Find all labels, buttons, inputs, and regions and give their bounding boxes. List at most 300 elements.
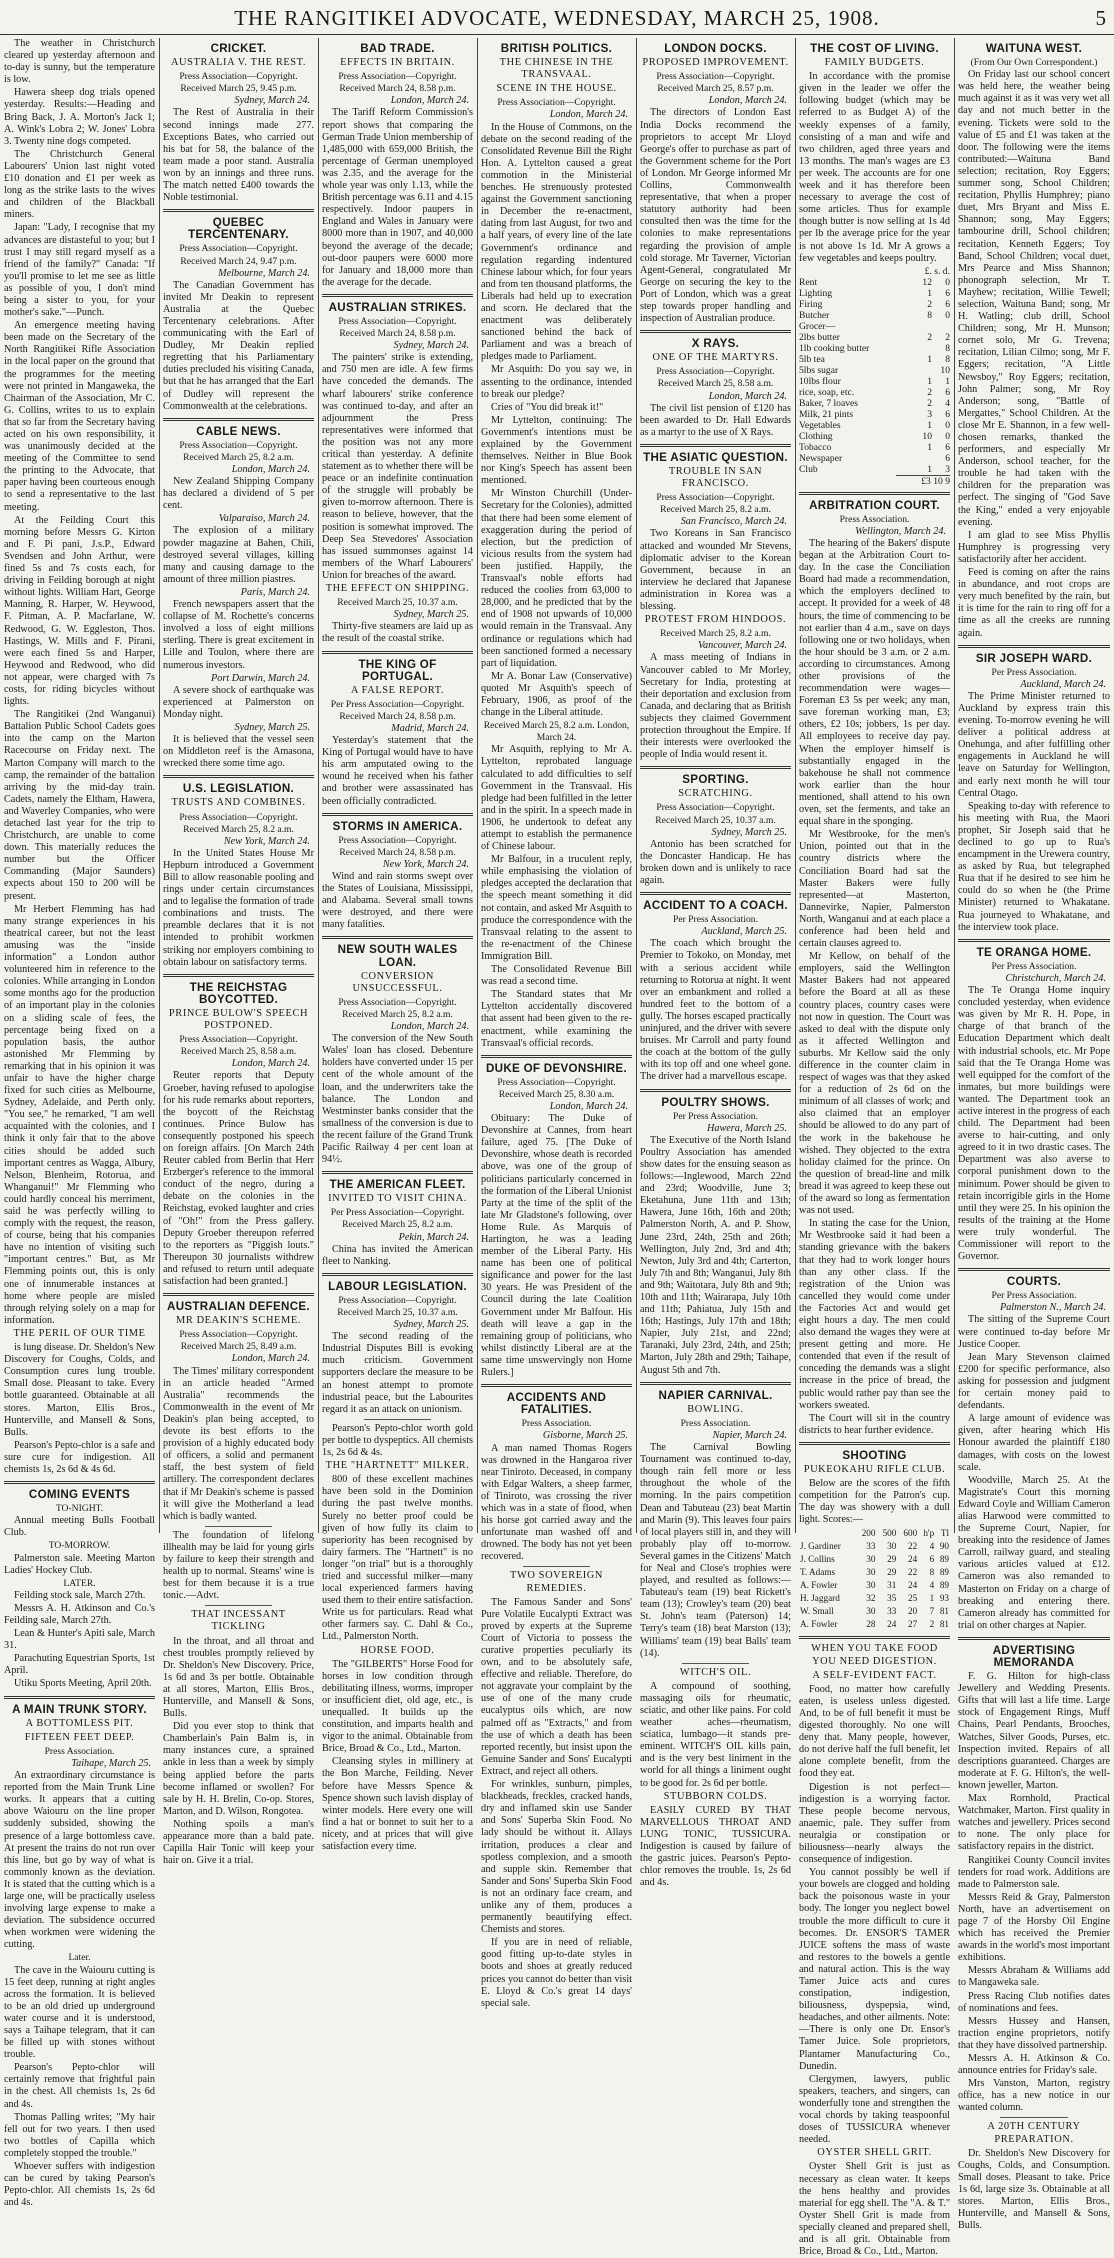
dateline: Gisborne, March 25. bbox=[542, 1430, 628, 1442]
dateline: Vancouver, March 24. bbox=[697, 640, 787, 652]
budget-rows bbox=[799, 277, 950, 476]
ad-paragraph: Whoever suffers with indigestion can be cured by taking Pearson's Pepto-chlor. All chemists 1s, 2s 6d and 4s. bbox=[4, 2161, 155, 2209]
article-paragraph: Mr Westbrooke, for the men's Union, pointed out that in the country districts where the Conciliation Board had sat the Master Bakers were fully represented—at Masterton, Dannevirke, Napier, Palmerston North, Wanganui and at each place a conference had been held and certain clauses agreed to. bbox=[799, 829, 950, 950]
dateline: New York, March 24. bbox=[223, 835, 310, 847]
received-line: Received March 25, 10.37 a.m. bbox=[655, 814, 776, 826]
competitor-name: W. Small bbox=[800, 1606, 834, 1617]
dateline: Auckland, March 25. bbox=[701, 926, 787, 938]
score-cell: 1 bbox=[929, 1593, 935, 1604]
received-line: Received March 25, 8.2 a.m. bbox=[342, 1008, 453, 1020]
budget-pence: 8 bbox=[945, 342, 950, 354]
trunk-subheading: FIFTEEN FEET DEEP. bbox=[24, 1731, 135, 1743]
ad-paragraph: Did you ever stop to think that Chamberlain's Pain Balm is, in many instances cure, a sprained ankle in less than a week by simply being applied before the parts become inflamed or swollen? For sale by H. H. Brelin, Co-op. Stores, Marton, and D. Wilson, Rongotea. bbox=[163, 1721, 314, 1817]
coach-heading: ACCIDENT TO A COACH. bbox=[643, 899, 788, 913]
divider bbox=[322, 813, 473, 816]
budget-pence: 6 bbox=[945, 408, 950, 420]
budget-row bbox=[799, 409, 950, 420]
napier-heading: NAPIER CARNIVAL. bbox=[658, 1388, 773, 1402]
dateline: London, March 24. bbox=[231, 1353, 310, 1365]
divider bbox=[958, 1637, 1110, 1640]
dateline: Wellington, March 24. bbox=[855, 525, 946, 537]
competitor-name: J. Gardiner bbox=[800, 1541, 841, 1552]
received-line: Received March 25, 8.2 a.m. bbox=[342, 1219, 453, 1231]
us-heading: U.S. LEGISLATION. bbox=[182, 782, 295, 796]
article-paragraph: Obituary: The Duke of Devonshire at Cannes, from heart failure, aged 75. [The Duke of Devonshire, whose death is recorded above, was one of the group of politicians particularly concerned in the formation of the Liberal Unionist Party at the time of the split of the late Mr Gladstone's following, over Home Rule. As Marquis of Hartington, he was a leading member of the Liberal Party. His name has been one of political significance and power for the last 30 years. He was President of the Council during the late Coalition Government under Mr Balfour. His death will leave a gap in the remaining group of politicians, who whilst distinctly Liberal are at the same time unswervingly non Home Rulers.] bbox=[481, 1113, 632, 1379]
score-cell: 8 bbox=[929, 1567, 935, 1578]
defence-subheading: MR DEAKIN'S SCHEME. bbox=[176, 1315, 301, 1327]
score-cell: 4 bbox=[929, 1580, 935, 1591]
divider bbox=[799, 1636, 950, 1639]
budget-item: Vegetables bbox=[799, 419, 841, 431]
article-paragraph: It is believed that the vessel seen on Middleton reef is the Amasona, wrecked there some time ago. bbox=[163, 734, 314, 770]
budget-pence: 0 bbox=[945, 419, 950, 431]
received-line: Received March 25, 8.2 a.m. bbox=[183, 451, 294, 463]
budget-pounds bbox=[896, 409, 914, 420]
local-paragraph: Japan: "Lady, I recognise that my advances are distasteful to you; but I trust I may still regard myself as a friend of the family?" Canada: "If you'll promise to let me see as little as possible of you, I don't mind being a sister to you, for your mother's sake."—Punch. bbox=[4, 222, 155, 319]
masthead bbox=[0, 0, 1114, 35]
docks-heading: LONDON DOCKS. bbox=[664, 42, 767, 55]
ad-paragraph: Mrs Vanston, Marton, registry office, has a new notice in our wanted column. bbox=[958, 2078, 1110, 2114]
divider bbox=[163, 1293, 314, 1296]
devonshire-heading: DUKE OF DEVONSHIRE. bbox=[486, 1061, 627, 1075]
portugal-subheading: A FALSE REPORT. bbox=[350, 684, 445, 696]
score-cell: 93 bbox=[939, 1593, 949, 1604]
local-paragraph: The Rangitikei (2nd Wanganui) Battalion Public School Cadets goes into the camp on the Marton Racecourse on Friday next. The Marton Company will march to the camp, the remainder of the battalion arriving by the mid-day train. Cadets, namely the Eltham, Hawera, and Waverley Companies, who were detached last year for the trip to Christchurch, are unable to come down. This materially reduces the number but the Officer Commanding (Major Saunders) expects about 150 to 200 will be present. bbox=[4, 709, 155, 902]
ad-paragraph: 800 of these excellent machines have been sold in the Dominion during the past twelve months. Surely no better proof could be given of how fully its claim to superiority has been recognised by dairy farmers. The "Hartnett" is no longer "on trial" but is a thoroughly tried and successful milker—many local experienced farmers having used them to their entire satisfaction. Write us for particulars. Read what other farmers say. C. Dahl & Co., Ltd., Palmerston North. bbox=[322, 1474, 473, 1643]
score-cell: 29 bbox=[887, 1554, 897, 1565]
divider bbox=[481, 1055, 632, 1058]
ad-paragraph: You cannot possibly be well if your bowels are clogged and holding back the poisonous waste in your body. The longer you neglect bowel trouble the more difficult to cure it becomes. Dr. ENSOR'S TAMER JUICE softens the mass of waste and restores to the bowels a gentle and natural action. This is the way Tamer Juice acts and cures constipation, indigestion, biliousness, dyspepsia, wind, headaches, and other ailments. Note:—There is only one Dr. Ensor's Tamer Juice. Sole proprietors, Plantamer Manufacturing Co., Dunedin. bbox=[799, 1867, 950, 2072]
article-paragraph: The Te Oranga Home inquiry concluded yesterday, when evidence was given by Mr R. H. Pope, in charge of that branch of the Education Department which dealt with industrial schools, etc. Mr Pope said that the Te Oranga Home was well equipped for the comfort of the inmates, but more buildings were wanted. The Department took an active interest in the progress of each child. The Department had been averse to hair-cutting, and only agreed to it in two drastic cases. The Department was also averse to corporal punishment down to the minimum. Power should be given to retain incorrigible girls in the Home until they were 25. In his opinion the results of the training at the Home were truly wonderful. The Commissioner will report to the Governor. bbox=[958, 985, 1110, 1263]
budget-pence: 4 bbox=[945, 397, 950, 409]
received-line: Received March 24, 8.58 p.m. bbox=[339, 83, 456, 95]
press-association: Press Association—Copyright. bbox=[338, 834, 457, 846]
dateline: Sydney, March 25. bbox=[393, 1319, 469, 1331]
local-paragraph: The Christchurch General Labourers' Union last night voted £10 donation and £1 per week as long as the strike lasts to the wives and children of the Blackball miners. bbox=[4, 148, 155, 221]
received-line: Received March 25, 10.37 a.m. bbox=[337, 597, 458, 609]
sporting-heading: SPORTING. bbox=[682, 773, 749, 787]
bad-trade-subheading: EFFECTS IN BRITAIN. bbox=[340, 57, 455, 69]
press-association: Press Association. bbox=[521, 1418, 592, 1430]
cable-heading: CABLE NEWS. bbox=[196, 424, 281, 438]
page-number: 5 bbox=[1095, 6, 1106, 30]
article-paragraph: On Friday last our school concert was held here, the weather being much against it as it was very wet all day and not much better in the evening. Tickets were sold to the value of £5 and £1 was taken at the door. The following were the items contributed:—Waituna Band selection; recitation, Roy Eggers; summer song, School Children; recitation, Phyllis Humphrey; piano duet, Mrs Bryant and Miss E. Shannon; song, May Eggers; tambourine drill, School children; recitation, Kenneth Eggers; Toy Band, School Children; vocal duet, Mrs Pearce and Miss Shannon; phonograph selection, Mr T. Mayhew; recitation, Willie Tewell; selection, Waituna Band; song, Mr H. Watling; club drill, School Children; song, Mr H. Munson; cornet solo, Mr G. Trevena; recitation, Lilian Cilmo; song, Mr F. Eggers; recitation, "A Little Newsboy," Roy Eggers; recitation, John Palmer; song, Mr Roy Anderson; song, "Battle of Mergattes," School Children. At the close Mr E. Shannon, in a few well-chosen remarks, thanked the performers, and especially Mr Anderson, school teacher, for the trouble he had taken with the children for the preparation was perfect. The singing of "God Save the King," ended a very enjoyable evening. bbox=[958, 69, 1110, 528]
press-association: Press Association—Copyright. bbox=[179, 1034, 298, 1046]
scores-column-header: 500 bbox=[882, 1528, 897, 1539]
budget-row bbox=[799, 343, 950, 354]
ad-paragraph: Max Rornhold, Practical Watchmaker, Marton. First quality in watches and jewellery. Prices second to none. The only place for satisfactory repairs in the district. bbox=[958, 1793, 1110, 1853]
labour-heading: LABOUR LEGISLATION. bbox=[328, 1279, 467, 1293]
oyster-heading: OYSTER SHELL GRIT. bbox=[817, 2147, 932, 2159]
budget-row bbox=[799, 398, 950, 409]
article-paragraph: The Consolidated Revenue Bill was read a second time. bbox=[481, 964, 632, 988]
budget-row bbox=[799, 442, 950, 453]
dateline: London, March 24. bbox=[231, 464, 310, 475]
budget-pence: 0 bbox=[945, 276, 950, 288]
quebec-heading: QUEBEC TERCENTENARY. bbox=[188, 216, 289, 242]
ad-paragraph: Pearson's Pepto-chlor will certainly remove that frightful pain in the chest. All chemists 1s, 2s 6d and 4s. bbox=[4, 2062, 155, 2110]
ad-heading: STUBBORN COLDS. bbox=[663, 1790, 768, 1802]
competitor-name: H. Jaggard bbox=[800, 1593, 840, 1604]
budget-pounds bbox=[896, 299, 914, 310]
xrays-heading: X RAYS. bbox=[691, 337, 740, 351]
article-paragraph: Mr Winston Churchill (Under-Secretary for the Colonies), admitted that there had been some element of exaggeration during the period of election, but the prediction of vicious results from the system had been justified. Happily, the Transvaal's noble efforts had reduced the coolies from 63,000 to 28,000, and he predicted that by the end of 1908 not upwards of 10,000 would remain in the Transvaal. Any ordinance or regulations which had been sanctioned formed a necessary part of liquidation. bbox=[481, 488, 632, 669]
article-paragraph: Below are the scores of the fifth competition for the Patron's cup. The day was showery with a dull light. Scores:— bbox=[799, 1478, 950, 1526]
score-cell: 30 bbox=[866, 1554, 876, 1565]
te-oranga-heading: TE ORANGA HOME. bbox=[976, 945, 1092, 959]
article-paragraph: A large amount of evidence was given, after hearing which His Honour awarded the plaintiff £180 damages, with costs on the lowest scale. bbox=[958, 1413, 1110, 1473]
budget-shillings: 12 bbox=[922, 276, 932, 288]
defence-heading: AUSTRALIAN DEFENCE. bbox=[167, 1300, 310, 1314]
budget-pounds bbox=[896, 332, 914, 343]
divider bbox=[640, 892, 791, 895]
nsw-loan-subheading: CONVERSION UNSUCCESSFUL. bbox=[352, 970, 443, 994]
budget-pounds bbox=[896, 442, 914, 453]
divider bbox=[205, 1605, 273, 1606]
budget-pence: 0 bbox=[945, 309, 950, 321]
press-association: Press Association—Copyright. bbox=[338, 996, 457, 1008]
budget-pence: 6 bbox=[945, 298, 950, 310]
budget-pounds bbox=[896, 310, 914, 321]
article-paragraph: Cries of "You did break it!" bbox=[491, 401, 604, 413]
article-paragraph: Mr Asquith: Do you say we, in assenting to the ordinance, intended to break our pledge? bbox=[481, 364, 632, 400]
article-paragraph: I am glad to see Miss Phyllis Humphrey is progressing very satisfactorily after her accident. bbox=[958, 529, 1110, 565]
divider bbox=[322, 1171, 473, 1174]
score-cell: 31 bbox=[887, 1580, 897, 1591]
correspondent-line: (From Our Own Correspondent.) bbox=[970, 57, 1098, 69]
column-rule bbox=[159, 38, 160, 1533]
budget-pence: 6 bbox=[945, 452, 950, 464]
asiatic-heading: THE ASIATIC QUESTION. bbox=[643, 450, 788, 464]
budget-item: Rent bbox=[799, 276, 818, 288]
cost-of-living-heading: THE COST OF LIVING. bbox=[810, 42, 939, 55]
local-paragraph: An emergence meeting having been made on the Secretary of the North Rangitikei Rifle Association in the local paper on the ground that the programmes for the meeting were not printed in Mangaweka, the Chairman of the Association, Mr C. G. Collins, writes to us to explain that so far from the Secretary having acted on his own responsibility, it was unanimously decided at the meeting of the Committee to send the printing to the Advocate, that paper having been courteous enough to send a representative to the last meeting. bbox=[4, 320, 155, 513]
scores-table bbox=[799, 1527, 950, 1631]
article-paragraph: The hearing of the Bakers' dispute began at the Arbitration Court to-day. In the case the Conciliation Board had made a recommendation, which the employers declined to accept. It provided for a week of 48 hours, the time of commencing to be not earlier than 4 a.m., save on days following one or two holidays, when the hour should be 3 a.m. or 2 a.m. according to circumstances. Among other provisions of the recommendation were wages—Foreman £3 5s per week; any man, save foreman working man, £3; others, £2 10s; jobbers, 1s per day. All employees to receive day pay. When the employer himself is substantially engaged in the bakehouse he shall not commence work earlier than the hour mentioned, shall attend to his own oven, set the ferments, and take an equal share in the sponging. bbox=[799, 537, 950, 828]
column-rule bbox=[318, 38, 319, 1533]
divider bbox=[640, 1382, 791, 1385]
ad-paragraph: Messrs Reid & Gray, Palmerston North, have an advertisement on page 7 of the Horsby Oil Engine which has received the Premier awards in the world's most important exhibitions. bbox=[958, 1891, 1110, 1964]
dateline: Napier, March 24. bbox=[712, 1429, 787, 1441]
portugal-heading: THE KING OF PORTUGAL. bbox=[358, 657, 437, 683]
received-line: Received March 25, 8.2 a.m. London, March 24. bbox=[483, 720, 630, 744]
budget-item: 10lbs flour bbox=[799, 375, 841, 387]
received-line: Received March 25, 8.2 a.m. bbox=[660, 504, 771, 516]
divider bbox=[322, 936, 473, 939]
divider bbox=[640, 766, 791, 769]
peril-ad: is lung disease. Dr. Sheldon's New Discovery for Coughs, Colds, and Consumption cures lung trouble. Small dose. Pleasant to take. Every bottle guaranteed. Obtainable at all stores. Marton, Ellis Bros., Hunterville, and Mansell & Sons, Bulls. bbox=[4, 1342, 155, 1438]
divider bbox=[163, 209, 314, 212]
press-association: Press Association—Copyright. bbox=[179, 243, 298, 255]
received-line: Received March 24, 8.58 p.m. bbox=[339, 710, 456, 722]
food-heading: WHEN YOU TAKE FOOD YOU NEED DIGESTION. bbox=[811, 1643, 938, 1667]
divider bbox=[163, 418, 314, 421]
article-paragraph: The explosion of a military powder magazine at Bahen, Chili, destroyed several villages, killing many and causing damage to the amount of three million piastres. bbox=[163, 525, 314, 585]
food-subheading: A SELF-EVIDENT FACT. bbox=[812, 1669, 937, 1681]
dateline: London, March 24. bbox=[708, 390, 787, 402]
score-cell: 81 bbox=[939, 1606, 949, 1617]
article-paragraph: The painters' strike is extending, and 750 men are idle. A few firms have conceded the demands. The wharf labourers' strike conference was continued to-day, and after an adjournment the Press representatives were informed that the position was not any more critical than yesterday. A definite statement as to whether there will be peace or an indefinite continuation of the struggle will probably be given to-morrow afternoon. There is reason to believe, however, that the position is somewhat improved. The Deep Sea Stevedores' Association has issued summonses against 14 members of the Wharf Labourers' Union for breaches of the award. bbox=[322, 352, 473, 581]
article-paragraph: A man named Thomas Rogers was drowned in the Hangaroa river near Tiniroto. Deceased, in company with Edgar Walters, a sheep farmer, of Tiniroto, was crossing the river which was in a state of flood, when his horse got carried away and the unfortunate man washed off and drowned. The body has not yet been recovered. bbox=[481, 1442, 632, 1563]
received-line: Received March 25, 8.58 a.m. bbox=[657, 378, 774, 390]
scores-rows bbox=[799, 1540, 950, 1631]
budget-row bbox=[799, 464, 950, 476]
asiatic-subheading: TROUBLE IN SAN FRANCISCO. bbox=[668, 466, 763, 490]
budget-item: Butcher bbox=[799, 309, 830, 321]
dateline: Valparaiso, March 24. bbox=[218, 513, 310, 525]
later-item: Parachuting Equestrian Sports, 1st April. bbox=[4, 1653, 155, 1677]
budget-pence: 3 bbox=[945, 463, 950, 475]
divider bbox=[163, 974, 314, 977]
budget-row bbox=[799, 453, 950, 464]
column-2 bbox=[163, 38, 314, 1867]
competitor-name: A. Fowler bbox=[800, 1619, 838, 1630]
advertising-heading: ADVERTISING MEMORANDA bbox=[992, 1643, 1076, 1669]
tonight-heading: TO-NIGHT. bbox=[55, 1503, 104, 1515]
column-7 bbox=[958, 38, 1110, 2232]
budget-shillings: 1 bbox=[927, 441, 932, 453]
ad-paragraph: Food, no matter how carefully eaten, is useless unless digested. And, to be of full benefit it must be digested thoroughly. No one will deny that. Many people, however, do not derive half the full benefit, let alone complete benefit, from the food they eat. bbox=[799, 1683, 950, 1780]
received-line: Received March 24, 8.58 p.m. bbox=[339, 328, 456, 340]
scores-row bbox=[799, 1579, 950, 1592]
dateline: Sydney, March 25. bbox=[234, 721, 310, 733]
strikes-heading: AUSTRALIAN STRIKES. bbox=[328, 300, 467, 314]
ad-paragraph: Messrs A. H. Atkinson & Co. announce entries for Friday's sale. bbox=[958, 2053, 1110, 2077]
budget-pence: 6 bbox=[945, 386, 950, 398]
budget-pence: 6 bbox=[945, 441, 950, 453]
budget-item: Milk, 21 pints bbox=[799, 408, 854, 420]
budget-shillings bbox=[914, 321, 932, 332]
scores-row bbox=[799, 1618, 950, 1631]
received-line: Received March 25, 8.2 a.m. bbox=[183, 823, 294, 835]
score-cell: 81 bbox=[939, 1619, 949, 1630]
press-association: Per Press Association. bbox=[991, 1290, 1077, 1302]
ad-heading: TWO SOVEREIGN REMEDIES. bbox=[510, 1570, 603, 1594]
ward-heading: SIR JOSEPH WARD. bbox=[975, 651, 1093, 665]
ad-paragraph: Messrs Hussey and Hansen, traction engine proprietors, notify that they have dissolved partnership. bbox=[958, 2015, 1110, 2051]
dateline: Port Darwin, March 24. bbox=[211, 672, 310, 684]
budget-row bbox=[799, 431, 950, 442]
ad-paragraph: In the throat, and all throat and chest troubles promptly relieved by Dr. Sheldon's New Discovery. Price, 1s 6d and 3s per bottle. Obtainable at all stores, Marton, Ellis Bros., Hunterville, and Mansell & Sons, Bulls. bbox=[163, 1635, 314, 1720]
press-association: Per Press Association—Copyright. bbox=[330, 698, 465, 710]
article-paragraph: Mr Lyttelton, continuing: The Government's intentions must be explained by the Government themselves. Neither in Blue Book nor King's Speech has assent been mentioned. bbox=[481, 414, 632, 487]
ad-paragraph: A compound of soothing, massaging oils for rheumatic, sciatic, and other like pains. For cold weather aches—rheumatism, sciatica, lumbago—it stands pre-eminent. WITCH'S OIL kills pain, and is the very best liniment in the world for all things a liniment ought to be good for. 2s 6d per bottle. bbox=[640, 1680, 791, 1789]
budget-header-row bbox=[799, 266, 950, 277]
article-paragraph: French newspapers assert that the collapse of M. Rochette's concerns involved a loss of eight millions sterling. There is great excitement in Lille and Toulon, where there are numerous investors. bbox=[163, 599, 314, 671]
column-1 bbox=[4, 38, 155, 2209]
budget-pounds bbox=[896, 354, 914, 365]
article-paragraph: In stating the case for the Union, Mr Westbrooke said it had been a standing grievance with the bakers that they had to work longer hours than any other class. If the registration of the Union was cancelled they would come under the Factories Act and would get eight hours a day. The men could also demand the wages they were at present getting and more. He contended that even if the result of conceding the demands was a slight increase in the price of bread, the public would rather pay than see the workers sweated. bbox=[799, 1218, 950, 1411]
ad-heading: THE "HARTNETT" MILKER. bbox=[325, 1460, 470, 1472]
local-paragraph: Hawera sheep dog trials opened yesterday. Results:—Heading and Bring Back, J. A. Morton's Jack 1; A. Wink's Lobra 2; W. Jones' Lobra 3. Twenty nine dogs competed. bbox=[4, 87, 155, 147]
column-3 bbox=[322, 38, 473, 1853]
score-cell: 6 bbox=[929, 1554, 935, 1565]
budget-shillings bbox=[914, 343, 932, 354]
budget-shillings: 3 bbox=[927, 408, 932, 420]
divider bbox=[799, 1442, 950, 1445]
fleet-heading: THE AMERICAN FLEET. bbox=[329, 1178, 466, 1192]
article-paragraph: The Times' military correspondent in an article headed "Armed Australia" recommends the Commonwealth in the event of Mr Deakin's plan being accepted, to devote its best efforts to the provision of a highly educated body of officers, a solid and permanent staff, the best system of field artillery. The correspondent declares that if Mr Deakin's scheme is passed it will give the Motherland a lead which is badly wanted. bbox=[163, 1365, 314, 1522]
budget-pounds bbox=[896, 464, 914, 476]
budget-row bbox=[799, 376, 950, 387]
cost-of-living-subheading: FAMILY BUDGETS. bbox=[824, 57, 925, 69]
score-cell: 30 bbox=[866, 1580, 876, 1591]
column-rule bbox=[636, 38, 637, 1533]
budget-pounds bbox=[896, 343, 914, 354]
budget-item: Baker, 7 loaves bbox=[799, 397, 859, 409]
press-association: Press Association—Copyright. bbox=[338, 71, 457, 83]
trunk-subheading: A BOTTOMLESS PIT. bbox=[25, 1717, 134, 1729]
budget-table bbox=[799, 266, 950, 487]
ad-paragraph: Clergymen, lawyers, public speakers, teachers, and singers, can wonderfully tone and strengthen the vocal chords by taking teaspoonful doses of TUSSICURA whenever needed. bbox=[799, 2073, 950, 2146]
score-cell: 30 bbox=[866, 1567, 876, 1578]
received-line: Received March 25, 8.2 a.m. bbox=[660, 628, 771, 640]
budget-pence: 2 bbox=[945, 331, 950, 343]
competitor-name: J. Collins bbox=[800, 1554, 835, 1565]
score-cell: 25 bbox=[908, 1593, 918, 1604]
tonight-item: Annual meeting Bulls Football Club. bbox=[4, 1515, 155, 1539]
budget-pounds bbox=[896, 431, 914, 442]
ad-heading: HORSE FOOD. bbox=[360, 1644, 435, 1656]
ad-paragraph: Cleansing styles in millinery at the Bon Marche, Feilding. Never before have Messrs Spence & Spence shown such lavish display of winter models. Here every one will find a hat or bonnet to suit her to a nicety, and at prices that will give satisfaction every time. bbox=[322, 1756, 473, 1853]
later-item: Messrs A. H. Atkinson and Co.'s Feilding sale, March 27th. bbox=[4, 1602, 155, 1626]
received-line: Received March 25, 8.49 a.m. bbox=[180, 1341, 297, 1353]
budget-pounds bbox=[896, 277, 914, 288]
budget-item: Lighting bbox=[799, 287, 833, 299]
received-line: Received March 25, 8.57 p.m. bbox=[657, 83, 774, 95]
budget-row bbox=[799, 354, 950, 365]
later-heading: LATER. bbox=[63, 1577, 96, 1589]
score-cell: 24 bbox=[908, 1554, 918, 1565]
local-notes bbox=[4, 38, 155, 1327]
dateline: Melbourne, March 24. bbox=[218, 267, 310, 279]
score-cell: 22 bbox=[908, 1541, 918, 1552]
competitor-name: A. Fowler bbox=[800, 1580, 838, 1591]
poultry-heading: POULTRY SHOWS. bbox=[661, 1095, 770, 1109]
score-cell: 89 bbox=[939, 1580, 949, 1591]
received-line: Received March 24, 8.58 p.m. bbox=[339, 846, 456, 858]
score-cell: 20 bbox=[908, 1606, 918, 1617]
ad-paragraph: The foundation of lifelong illhealth may be laid for young girls by failure to keep their strength and health up to normal. Steams' wine is best for them because it is a true tonic.—Advt. bbox=[163, 1529, 314, 1602]
divider bbox=[364, 1419, 432, 1420]
article-paragraph: The Rest of Australia in their second innings made 277. Exceptions Bates, who carried out his bat for 58, the balance of the team made a poor stand. Australia won by an innings and three runs. The match netted £400 towards the Noble testimonial. bbox=[163, 107, 314, 204]
dateline: Christchurch, March 24. bbox=[1005, 972, 1106, 984]
cricket-subheading: AUSTRALIA V. THE REST. bbox=[170, 57, 307, 69]
scores-column-header: 200 bbox=[861, 1528, 876, 1539]
waituna-heading: WAITUNA WEST. bbox=[985, 42, 1083, 55]
press-association: Press Association—Copyright. bbox=[338, 315, 457, 327]
budget-row bbox=[799, 277, 950, 288]
tomorrow-item: Palmerston sale. Meeting Marton Ladies' Hockey Club. bbox=[4, 1552, 155, 1576]
budget-pence: 8 bbox=[945, 353, 950, 365]
budget-row bbox=[799, 310, 950, 321]
dateline: Sydney, March 25. bbox=[393, 609, 469, 621]
article-paragraph: China has invited the American fleet to Nanking. bbox=[322, 1243, 473, 1267]
xrays-subheading: ONE OF THE MARTYRS. bbox=[652, 352, 779, 364]
divider bbox=[163, 775, 314, 778]
divider bbox=[4, 1481, 155, 1484]
ad-paragraph: For wrinkles, sunburn, pimples, blackheads, freckles, cracked hands, dry and inflamed skin use Sander and Sons' Superba Skin Food. No lady should be without it. Allays irritation, produces a clear and spotless complexion, and a smooth and supple skin. Remember that Sander and Sons' Superba Skin Food is not an ordinary face cream, and unlike any of them, produces a permanently beautifying effect. Chemists and stores. bbox=[481, 1779, 632, 1936]
divider bbox=[322, 651, 473, 654]
scores-row bbox=[799, 1605, 950, 1618]
napier-subheading: BOWLING. bbox=[687, 1403, 744, 1415]
article-paragraph: Reuter reports that Deputy Groeber, having refused to apologise for his rude remarks about reporters, the boycott of the Reichstag continues. Prince Bulow has consequently postponed his speech on foreign affairs. [On March 24th Reuter cabled from Berlin that Herr Erzberger's reference to the immoral conduct of the negro, during a debate on the colonies in the Reichstag, evoked laughter and cries of "Oh!" from the Press gallery. Deputy Groeber thereupon referred to the reporters as "Piggish louts." Thereupon 30 journalists withdrew and refused to return until adequate satisfaction had been granted.] bbox=[163, 1070, 314, 1287]
press-association: Press Association—Copyright. bbox=[179, 439, 298, 451]
press-association: Press Association—Copyright. bbox=[656, 366, 775, 378]
ad-heading: THAT INCESSANT TICKLING bbox=[191, 1609, 286, 1633]
budget-shillings: 1 bbox=[927, 353, 932, 365]
divider bbox=[640, 330, 791, 333]
ad-paragraph: Messrs Abraham & Williams add to Mangaweka sale. bbox=[958, 1965, 1110, 1989]
column-rule bbox=[795, 38, 796, 1533]
article-paragraph: The Court will sit in the country districts to hear further evidence. bbox=[799, 1412, 950, 1436]
press-association: Press Association. bbox=[680, 1417, 751, 1429]
dateline: Sydney, March 25. bbox=[711, 826, 787, 838]
budget-item: Tobacco bbox=[799, 441, 832, 453]
article-paragraph: New Zealand Shipping Company has declared a dividend of 5 per cent. bbox=[163, 476, 314, 512]
later-item: Lean & Hunter's Apiti sale, March 31. bbox=[4, 1628, 155, 1652]
article-paragraph: The Tariff Reform Commission's report shows that comparing the German Trade Union membership of 1,485,000 with 659,000 British, the percentage of German unemployed was 2.35, and the average for the whole year was only 1.13, while the British percentage was 6.11 and 4.15 respectively. Indoor paupers in England and Wales in January were 8000 more than in 1907, and 40,000 beyond the average of the decade; out-door paupers were 6000 more for January and 18,000 more than the average for the decade. bbox=[322, 107, 473, 288]
article-paragraph: A mass meeting of Indians in Vancouver cabled to Mr Morley, Secretary for India, protesting at their deportation and exclusion from Canada, and declaring that as British subjects they claimed Government protection throughout the Empire. If their interests were overlooked the people of India would resent it. bbox=[640, 652, 791, 761]
article-paragraph: The Executive of the North Island Poultry Association has amended show dates for the ensuing season as follows:—Inglewood, March 22nd and 23rd; Woodville, June 3; Eketahuna, June 11th and 13th; Hawera, June 16th, 16th and 20th; Palmerston North, A. and P. Show, June 23rd, 24th, 25th and 26th; Wellington, July 2nd, 3rd and 4th; Newton, July 3rd and 4th; Carterton, July 7th and 8th; Wanganui, July 8th and 9th; Waitotara, July 8th and 9th; 10th and 11th; Wairarapa, July 10th and 11th; Pahiatua, July 15th and 16th; Hastings, July 17th and 18th; Napier, July 21st, and 22nd; Taranaki, July 23rd, 24th, and 25th; Marton, July 28th and 29th; Taihape, August 5th and 7th. bbox=[640, 1134, 791, 1376]
score-cell: 89 bbox=[939, 1567, 949, 1578]
local-paragraph: At the Feilding Court this morning before Messrs G. Kirton and F. Pi pani, J.s.P., Edward Svendsen and John Arthur, were fined 5s and 7s costs each, for driving in Feilding borough at night without lights. William Hart, George Manning, R. Harper, W. Heywood, F. Pitman, A. P. Macfarlane, W. Redwood, G. W. Eggleston, Thos. Hastings, W. Mills and F. Pirani, were each fined 5s and Harper, Heywood and Redwood, who did not appear, were charged with 7s costs, for riding bicycles without lights. bbox=[4, 514, 155, 708]
ad-paragraph: Thomas Palling writes; "My hair fell out for two years. I then used two bottles of Capilla which completely stopped the trouble." bbox=[4, 2111, 155, 2159]
score-cell: 35 bbox=[887, 1593, 897, 1604]
dateline: Palmerston N., March 24. bbox=[999, 1302, 1106, 1314]
score-cell: 27 bbox=[908, 1619, 918, 1630]
scores-row bbox=[799, 1592, 950, 1605]
budget-row bbox=[799, 288, 950, 299]
scores-row bbox=[799, 1553, 950, 1566]
divider bbox=[322, 1273, 473, 1276]
budget-header: £. s. d. bbox=[924, 265, 950, 277]
budget-shillings: 2 bbox=[927, 397, 932, 409]
press-association: Press Association. bbox=[44, 1745, 115, 1757]
score-cell: 22 bbox=[908, 1567, 918, 1578]
ad-heading: WITCH'S OIL. bbox=[679, 1666, 752, 1678]
dateline: London, March 24. bbox=[549, 109, 628, 121]
budget-item: Clothing bbox=[799, 430, 833, 442]
budget-item: Newspaper bbox=[799, 452, 843, 464]
received-line: Received March 25, 9.45 p.m. bbox=[180, 83, 297, 95]
dateline: London, March 24. bbox=[549, 1100, 628, 1112]
article-paragraph: Two Koreans in San Francisco attacked and wounded Mr Stevens, diplomatic adviser to the Korean Government, because in an interview he declared that Japanese administration in Korea was a blessing. bbox=[640, 528, 791, 613]
dateline: San Francisco, March 24. bbox=[680, 516, 787, 528]
column-6 bbox=[799, 38, 950, 2258]
scores-column-header: h'p bbox=[923, 1528, 935, 1539]
budget-row bbox=[799, 299, 950, 310]
article-paragraph: Mr A. Bonar Law (Conservative) quoted Mr Asquith's speech of February, 1906, as proof of the change in the Liberal attitude. bbox=[481, 670, 632, 719]
received-line: Received March 25, 8.58 a.m. bbox=[180, 1046, 297, 1058]
article-paragraph: Jean Mary Stevenson claimed £200 for specific performance, also asking for possession and judgment for certain money paid to defendants. bbox=[958, 1351, 1110, 1412]
pepto-ad: Pearson's Pepto-chlor is a safe and sure cure for indigestion. All chemists 1s, 2s 6d & 4s 6d. bbox=[4, 1439, 155, 1475]
ad-paragraph: Oyster Shell Grit is just as necessary as clean water. It keeps the hens healthy and provides material for egg shell. The "A. & T." Oyster Shell Grit is made from specially cleaned and prepared shell, and is all grit. Obtainable from Brice, Broad & Co., Ltd., Marton. bbox=[799, 2161, 950, 2258]
ad-paragraph: EASILY CURED BY THAT MARVELLOUS THROAT AND LUNG TONIC, TUSSICURA. Indigestion is caused by failure of the gastric juices. Pearson's Pepto-chlor removes the trouble. 1s, 2s 6d and 4s. bbox=[640, 1804, 791, 1889]
ad-paragraph: Nothing spoils a man's appearance more than a bald pate. Capilla Hair Tonic will keep your hair on. Give it a trial. bbox=[163, 1818, 314, 1867]
dateline: Sydney, March 24. bbox=[234, 95, 310, 107]
article-paragraph: In accordance with the promise given in the leader we offer the following budget (which may be referred to as Budget A) of the weekly expenses of a family, consisting of a man and wife and two children, aged three years and 13 months. The man's wages are £3 per week. The accounts are for one week and it has therefore been necessary to average the cost of some articles. Thus for example though butter is now selling at 1s 4d per lb the average price for the year is not above 1s 1d. Mr A grows a few vegetables and keeps poultry. bbox=[799, 71, 950, 264]
received-line: Received March 24, 9.47 p.m. bbox=[180, 255, 297, 267]
budget-pounds bbox=[896, 420, 914, 431]
peril-heading: THE PERIL OF OUR TIME bbox=[13, 1327, 146, 1339]
budget-shillings: 1 bbox=[927, 287, 932, 299]
shooting-heading: SHOOTING bbox=[842, 1448, 907, 1462]
budget-item: 5lb tea bbox=[799, 353, 825, 365]
divider bbox=[682, 1663, 750, 1664]
budget-total: £3 10 9 bbox=[896, 475, 950, 487]
budget-total-row bbox=[799, 475, 950, 487]
